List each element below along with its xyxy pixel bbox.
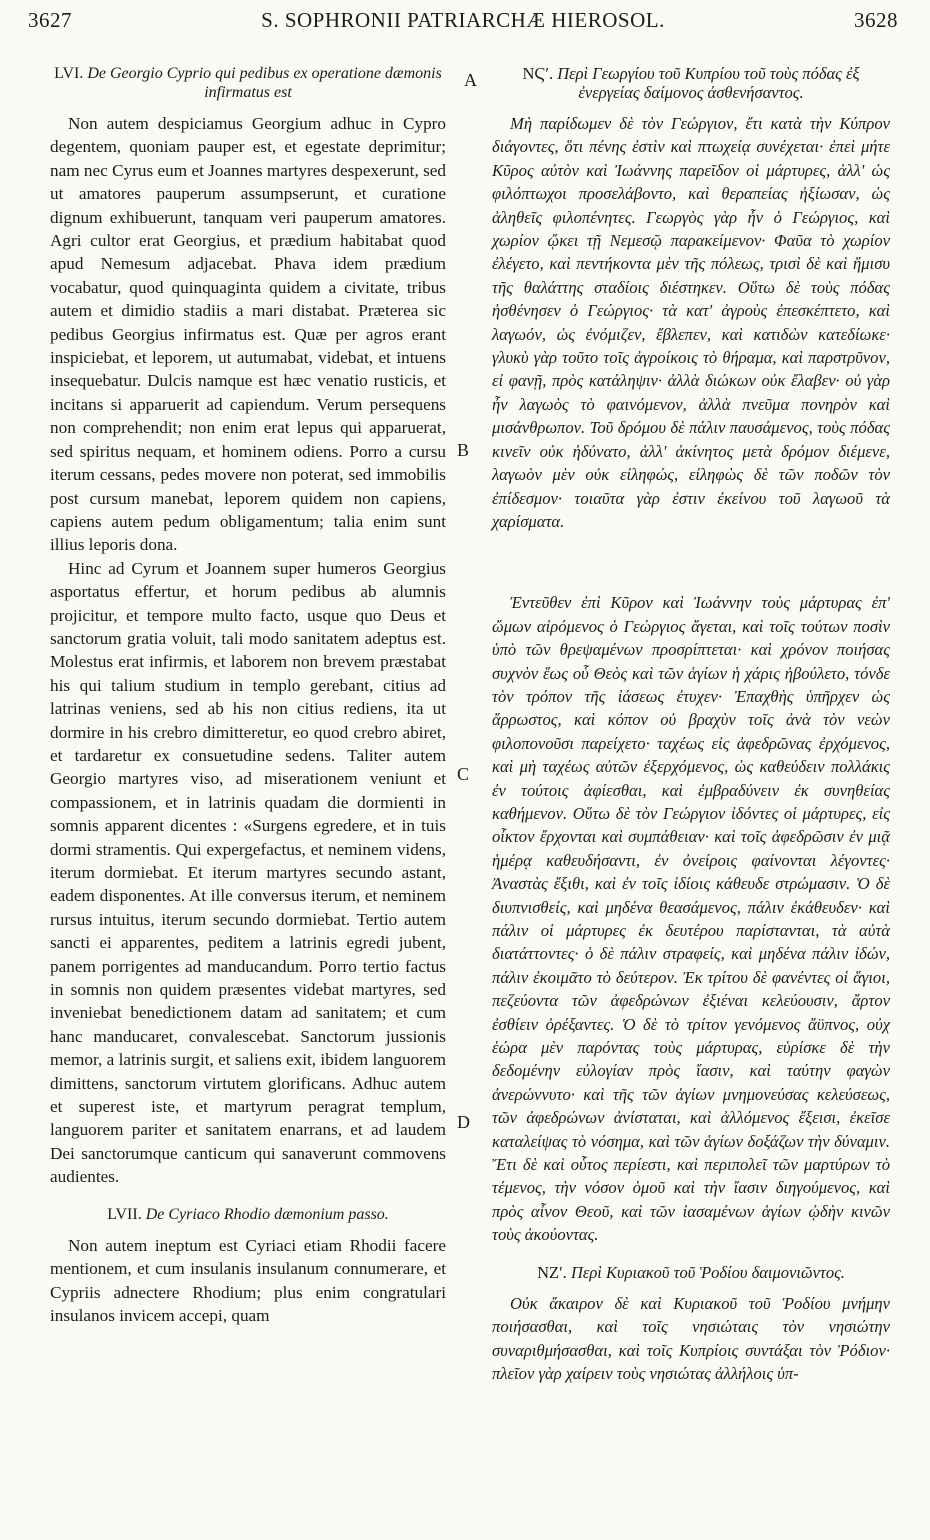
running-title: S. SOPHRONII PATRIARCHÆ HIEROSOL. (261, 8, 665, 32)
section-heading-greek-57 (492, 1263, 890, 1282)
section-title: Περὶ Κυριακοῦ τοῦ Ῥοδίου δαιμονιῶντος. (570, 1262, 845, 1282)
section-number: LVII. (107, 1205, 142, 1223)
section-title: Περὶ Γεωργίου τοῦ Κυπρίου τοῦ τοὺς πόδας ἐξ ἐνεργείας δαίμονος ἀσθενήσαντος. (557, 64, 860, 102)
paragraph: Hinc ad Cyrum et Joannem super humeros Georgius asportatus effertur, et horum pedibus ab alumnis projicitur, et tempore multo facto, usque quo Deus et sanctorum gratia voluit, tali modo sanitatem adeptus est. Molestus erat infirmis, et laborem non brevem præstabat his qui talium studium in templo gerebant, citius ad latrinas veniens, sed ab his non citius rediens, ita ut dormire in his crebro dimitteretur, eo quod crebro abiret, et tardaretur ex consuetudine sedens. Taliter autem Georgio martyres viso, ad miserationem veniunt et compassionem, et in latrinis quadam die dormienti in somnis apparent dicentes : «Surgens egredere, et in tuis dormi stramentis. Qui expergefactus, et neminem videns, iterum dormiebat. Et iterum martyres secundo astant, eadem disponentes. At ille conversus iterum, et neminem rursus intuitus, iterum secundo dormiebat. Tertio autem sancti ei apparentes, peditem a latrinis egredi jubent, panem porrigentes ad manducandum. Porro tertio factus in somnis non quidem præsentes videbat martyres, sed inveniebat benedictionem datam ad sanitatem; et cum hanc manducaret, convalescebat. Sanctorum jussionis memor, a latrinis surgit, et saliens exit, ibidem languorem dimittens, sanctorum virtutem glorificans. Adhuc autem et superest iste, et martyrum peragrat templum, languorem pariter et sanitatem enarrans, et ad laudem Dei sanctorumque canticum qui sanaverunt commovens audientes. (50, 558, 446, 1187)
paragraph: Non autem ineptum est Cyriaci etiam Rhodii facere mentionem, et cum insulanis insulanum connumerare, et Cypriis adnectere Rhodium; plus enim congratulari insulanos invicem accepi, quam (50, 1235, 446, 1325)
section-number: ΝΖʹ. (537, 1262, 567, 1282)
latin-column (50, 64, 446, 1327)
section-title: De Cyriaco Rhodio dæmonium passo. (145, 1205, 389, 1223)
page-number-left: 3627 (28, 8, 72, 32)
margin-mark-a: A (464, 70, 477, 90)
section-title: De Georgio Cyprio qui pedibus ex operatione dæmonis infirmatus est (87, 65, 442, 101)
section-number: LVI. (54, 65, 84, 82)
running-header (28, 8, 898, 42)
paragraph: Non autem despiciamus Georgium adhuc in Cypro degentem, quoniam pauper est, et egestate deprimitur; nam nec Cyrus eum et Joannes martyres despexerunt, sed ut amatores pauperum assumpserunt, et curatione dignum exhibuerunt, tanquam veri pauperum amatores. Agri cultor erat Georgius, et prædium habitabat quod apud Nemesum adjacebat. Phava idem prædium vocabatur, quod quinquaginta quidem a civitate, tribus autem et dimidio stadiis a mari distabat. Præterea sic pedibus Georgius infirmatus est. Quæ per agros erant inspiciebat, et leporem, ut autumabat, videbat, et intuens insequebatur. Dulcis namque est hæc venatio rusticis, et incitans si apparuerit ad capiendum. Verum persequens non comprehendit; non enim erat lepus qui apparuerat, sed spiritus nequam, et hominem odiens. Porro a cursu iterum cessans, pedes movere non poterat, sed immobilis post cursum manebat, leporem quidem non capiens, capiens autem pedum obligamentum; talia enim sunt illius leporis dona. (50, 114, 446, 555)
margin-mark-c: C (457, 764, 470, 784)
section-number: ΝϚʹ. (522, 64, 554, 83)
section-heading-latin-57 (50, 1205, 446, 1224)
paragraph: Μὴ παρίδωμεν δὲ τὸν Γεώργιον, ἔτι κατὰ τὴν Κύπρον διάγοντες, ὅτι πένης ἐστὶν καὶ πτωχείᾳ συνέχεται· ἐπεὶ μήτε Κῦρος αὐτὸν καὶ Ἰωάννης παρεῖδον οἱ μάρτυρες, ἀλλ' ὡς φιλόπτωχοι προσελάβοντο, καὶ θεραπείας ἠξίωσαν, ὡς ἀληθεῖς φιλοπένητες. Γεωργὸς γὰρ ἦν ὁ Γεώργιος, καὶ χωρίον ᾤκει τῇ Νεμεσῷ παρακείμενον· Φαῦα τὸ χωρίον ἐλέγετο, καὶ πεντήκοντα μὲν τῆς πόλεως, τρισὶ δὲ καὶ ἥμισυ τῆς θαλάττης σταδίοις διέστηκεν. Οὕτω δὲ τοὺς πόδας ἠσθένησεν ὁ Γεώργιος· τὰ κατ' ἀγροὺς ἐπεσκέπτετο, καὶ λαγωόν, ὡς ἐνόμιζεν, ἔβλεπεν, καὶ κατιδὼν κατεδίωκε· γλυκὺ γὰρ τοῦτο τοῖς ἀγροίκοις τὸ θήραμα, καὶ παρστρῦνον, εἰ φανῇ, πρὸς κατάληψιν· ἀλλὰ διώκων οὐκ ἔλαβεν· οὐ γὰρ ἦν λαγωὸς τὸ φαινόμενον, ἀλλὰ πνεῦμα πονηρὸν καὶ μισάνθρωπον. Τοῦ δρόμου δὲ πάλιν παυσάμενος, τοὺς πόδας κινεῖν οὐκ ἠδύνατο, ἀλλ' ἀκίνητος μετὰ δρόμον διέμενε, λαγωὸν μὲν οὐκ εἰληφώς, εἰληφὼς δὲ τῶν ποδῶν τὸν ἐπίδεσμον· τοιαῦτα γὰρ ἐστιν ἐκείνου τοῦ λαγωοῦ τὰ χαρίσματα. (492, 114, 890, 531)
page-number-right: 3628 (854, 8, 898, 32)
section-heading-greek-56 (492, 64, 890, 102)
margin-mark-d: D (457, 1112, 470, 1132)
greek-column (492, 64, 890, 1385)
section-heading-latin-56 (50, 64, 446, 102)
paragraph: Ἐντεῦθεν ἐπὶ Κῦρον καὶ Ἰωάννην τοὺς μάρτυρας ἐπ' ὤμων αἰρόμενος ὁ Γεώργιος ἄγεται, καὶ τοῖς τούτων ποσὶν ὑπὸ τῶν θρεψαμένων προσρίπτεται· καὶ χρόνον ποιήσας συχνὸν ἕως οὗ Θεὸς καὶ τῶν ἁγίων ἡ χάρις ἠβούλετο, τόνδε τὸν τρόπον τῆς ἰάσεως ἐτυχεν· Ἐπαχθὴς ὑπῆρχεν ὡς ἄρρωστος, καὶ κόπον οὐ βραχὺν τοῖς ἀνὰ τὸν νεὼν φιλοπονοῦσι παρείχετο· ταχέως εἰς ἀφεδρῶνας ἐρχόμενος, καὶ μὴ ταχέως αὐτῶν ἐξερχόμενος, ὡς καθεύδειν πολλάκις ἐν τούτοις ἀφίεσθαι, καὶ ἐμβραδύνειν ἐκ συνηθείας καθήμενον. Οὕτω δὲ τὸν Γεώργιον ἰδόντες οἱ μάρτυρες, εἰς οἶκτον ἔρχονται καὶ συμπάθειαν· καὶ τοῖς ἀφεδρῶσιν ἐν μιᾷ ἡμέρᾳ καθευδήσαντι, ἐν ὀνείροις φαίνονται λέγοντες· Ἀναστὰς ἔξιθι, καὶ ἐν τοῖς ἰδίοις κάθευδε στρώμασιν. Ὁ δὲ διυπνισθείς, καὶ μηδένα θεασάμενος, πάλιν ἐκάθευδεν· καὶ πάλιν οἱ μάρτυρες ἐκ δευτέρου παρίστανται, τὰ αὐτὰ διατάττοντες· ὁ δὲ πάλιν στραφείς, καὶ μηδένα πάλιν ἰδών, πάλιν ἐκοιμᾶτο τὸ δεύτερον. Ἐκ τρίτου δὲ φανέντες οἱ ἅγιοι, πεζεύοντα τῶν ἀφεδρώνων ἐξιέναι κελεύουσιν, ἄρτον ἐσθίειν ὀρέξαντες. Ὁ δὲ τὸ τρίτον γενόμενος ἄϋπνος, οὐχ ἑώρα μὲν παρόντας τοὺς μάρτυρας, εὑρίσκε δὲ τὴν δεδομένην εὐλογίαν πρὸς ἴασιν, καὶ ταύτην φαγὼν ἀνερώννυτο· καὶ τῆς τῶν ἁγίων μνημονεύσας κελεύσεως, τῶν ἀφεδρώνων ἀνίσταται, καὶ ἀλλόμενος ἔξεισι, ἐκεῖσε καταλείψας τὸ νόσημα, καὶ τῶν ἁγίων δοξάζων τὴν δύναμιν. Ἔτι δὲ καὶ οὗτος περίεστι, καὶ περιπολεῖ τῶν μαρτύρων τὸ τέμενος, τὴν νόσον ὁμοῦ καὶ τὴν ἴασιν διηγούμενος, καὶ πρὸς αἶνον Θεοῦ, καὶ τῶν ἰασαμένων ἁγίων ᾠδὴν κινῶν τοὺς ἀκούοντας. (492, 593, 890, 1245)
paragraph: Οὐκ ἄκαιρον δὲ καὶ Κυριακοῦ τοῦ Ῥοδίου μνήμην ποιήσασθαι, καὶ τοῖς νησιώταις τὸν νησιώτην συναριθμήσασθαι, καὶ τοῖς Κυπρίοις συντάξαι τὸν Ῥόδιον· πλεῖον γὰρ χαίρειν τοὺς νησιώτας ἀλλήλοις ὑπ- (492, 1293, 890, 1383)
margin-mark-b: B (457, 440, 470, 460)
